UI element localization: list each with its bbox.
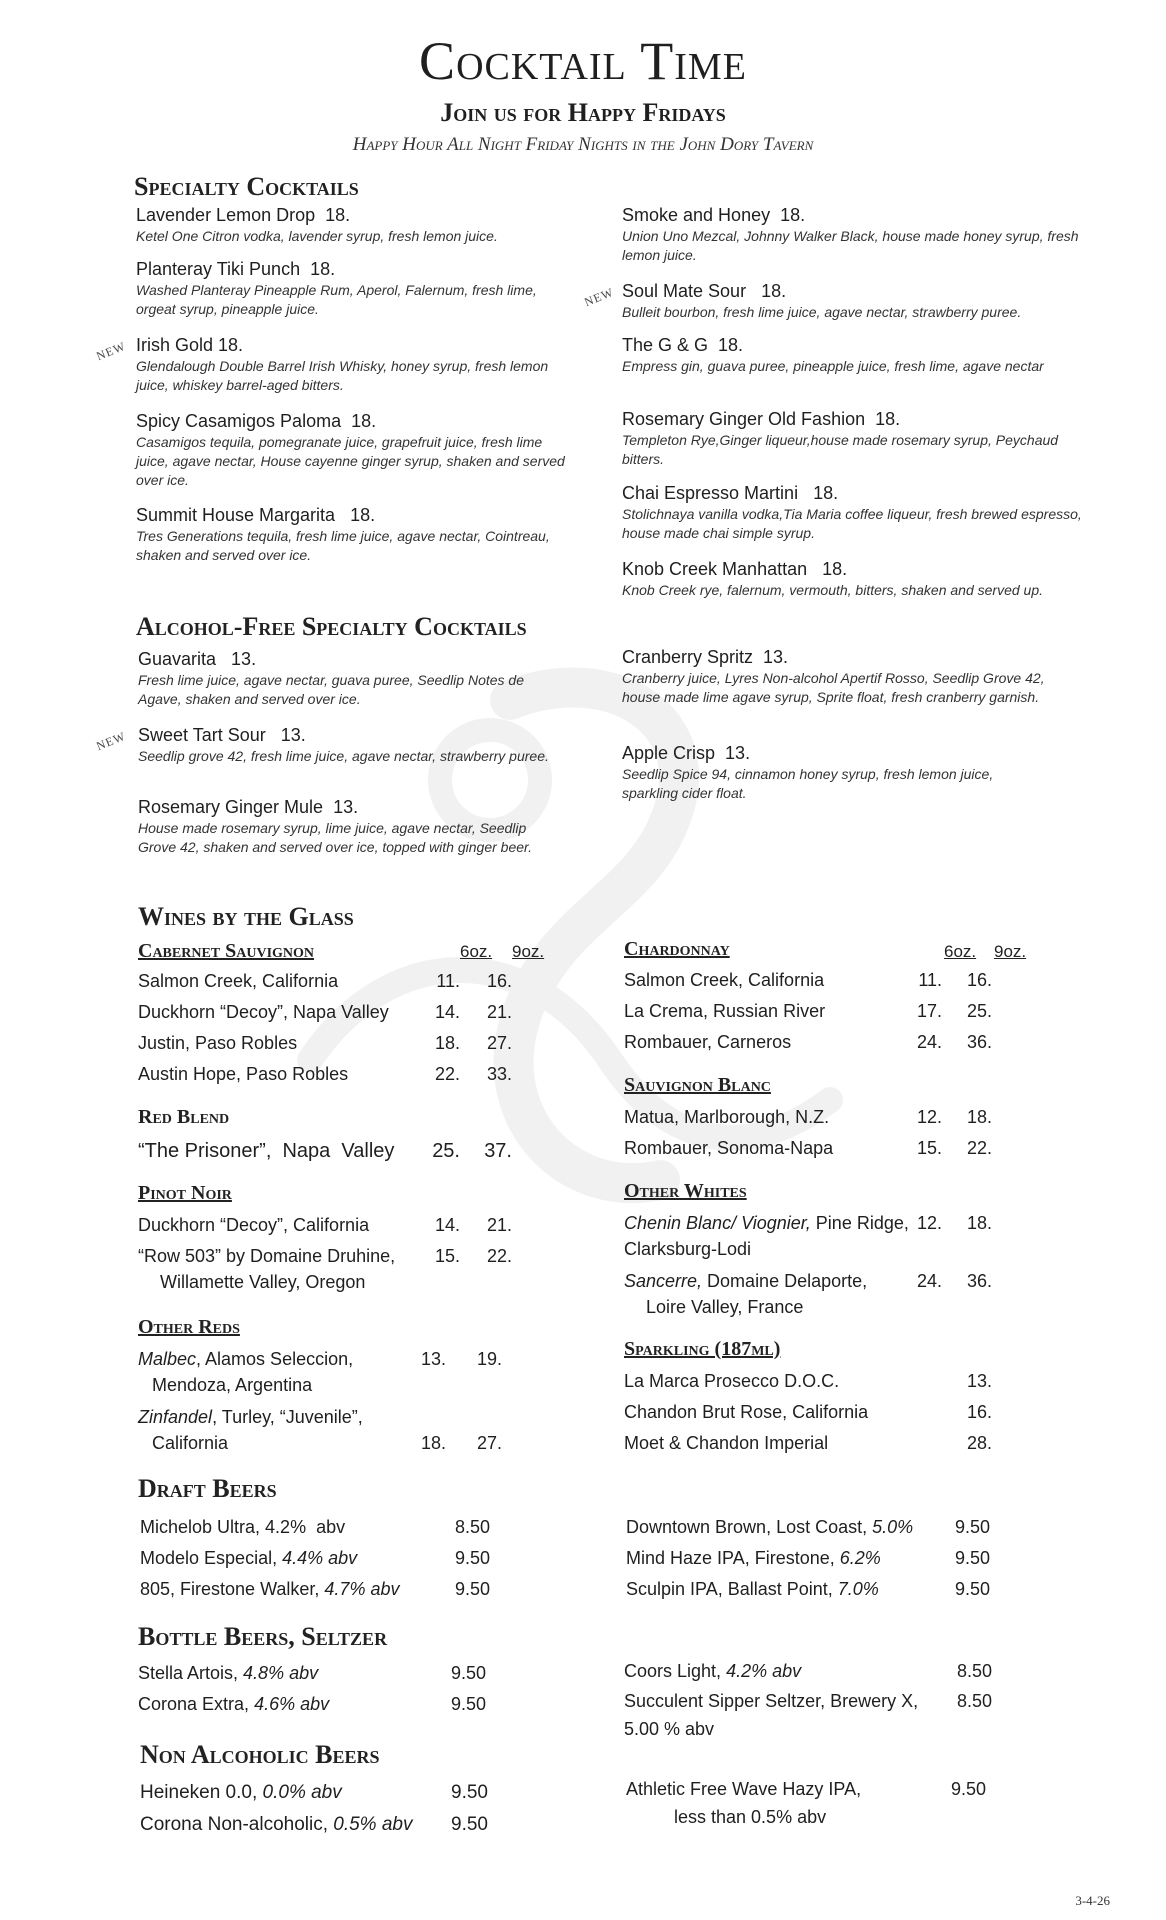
- price-6oz: 14.: [434, 1002, 460, 1022]
- non-alcoholic-heading: Non Alcoholic Beers: [140, 1740, 380, 1769]
- menu-item: [138, 648, 568, 709]
- item-desc: Washed Planteray Pineapple Rum, Aperol, Falernum, fresh lime, orgeat syrup, pineapple juice.: [136, 282, 537, 317]
- sparkling-heading: Sparkling (187ml): [624, 1338, 781, 1360]
- beer-name: Corona Non-alcoholic,: [140, 1814, 334, 1835]
- price-9oz: 37.: [484, 1140, 512, 1162]
- price-9oz: 21.: [486, 1002, 512, 1022]
- item-desc: Cranberry juice, Lyres Non-alcohol Apertif Rosso, Seedlip Grove 42, house made lime agave syrup, Sprite float, fresh cranberry garnish.: [622, 670, 1045, 705]
- item-name: Planteray Tiki Punch 18.: [136, 259, 336, 279]
- item-name: Chai Espresso Martini 18.: [622, 483, 839, 503]
- menu-item: [136, 410, 566, 490]
- beer-abv: 0.5% abv: [333, 1814, 413, 1835]
- wine-name-line2: California: [152, 1433, 229, 1453]
- wine-name: Salmon Creek, California: [624, 970, 825, 990]
- price-9oz: 27.: [486, 1033, 512, 1053]
- wine-row: [624, 1210, 1044, 1262]
- beer-abv: 7.0%: [837, 1579, 879, 1599]
- price-6oz: 22.: [434, 1064, 460, 1084]
- beer-abv: 4.7% abv: [324, 1579, 400, 1599]
- price-6oz: 24.: [916, 1271, 942, 1291]
- item-name: Sweet Tart Sour 13.: [138, 725, 306, 745]
- menu-item: [622, 334, 1052, 376]
- price-9oz: 18.: [966, 1107, 992, 1127]
- item-name: Apple Crisp 13.: [622, 743, 751, 763]
- size-9oz-header: 9oz.: [994, 942, 1027, 961]
- cabernet-heading: Cabernet Sauvignon: [138, 940, 315, 962]
- price-6oz: 18.: [420, 1433, 446, 1453]
- beer-price: 9.50: [954, 1579, 990, 1599]
- item-name: Cranberry Spritz 13.: [622, 647, 789, 667]
- item-desc: Seedlip Spice 94, cinnamon honey syrup, fresh lemon juice, sparkling cider float.: [622, 766, 994, 801]
- price-6oz: 12.: [916, 1107, 942, 1127]
- price-6oz: 15.: [916, 1138, 942, 1158]
- beer-abv: 4.8% abv: [243, 1663, 319, 1683]
- item-name: Summit House Margarita 18.: [136, 505, 376, 525]
- item-name: Lavender Lemon Drop 18.: [136, 205, 351, 225]
- item-name: The G & G 18.: [622, 335, 744, 355]
- wine-row: [138, 1346, 558, 1398]
- beer-abv: 4.6% abv: [254, 1694, 330, 1714]
- beer-abv: 0.0% abv: [262, 1782, 342, 1803]
- wine-name: “The Prisoner”, Napa Valley: [138, 1140, 395, 1162]
- price-6oz: 15.: [434, 1246, 460, 1266]
- wine-varietal: Chenin Blanc/ Viognier,: [624, 1213, 811, 1233]
- beer-name: Michelob Ultra, 4.2% abv: [140, 1517, 346, 1537]
- item-desc: Knob Creek rye, falernum, vermouth, bitters, shaken and served up.: [622, 582, 1043, 598]
- wine-name: Pine Ridge,: [810, 1213, 909, 1233]
- new-badge: NEW: [94, 338, 128, 364]
- size-6oz-header: 6oz.: [460, 942, 493, 961]
- price-glass: 28.: [966, 1433, 992, 1453]
- item-name: Irish Gold 18.: [136, 335, 244, 355]
- other-reds-heading: Other Reds: [138, 1316, 240, 1338]
- wine-name-line2: Willamette Valley, Oregon: [160, 1272, 366, 1292]
- wine-row: [138, 1404, 558, 1456]
- wine-name: Rombauer, Sonoma-Napa: [624, 1138, 834, 1158]
- menu-item: [622, 482, 1082, 543]
- menu-item: [136, 204, 566, 246]
- wine-name: Matua, Marlborough, N.Z.: [624, 1107, 830, 1127]
- wines-heading: Wines by the Glass: [138, 902, 354, 931]
- red-blend-heading: Red Blend: [138, 1106, 230, 1128]
- price-9oz: 19.: [476, 1349, 502, 1369]
- item-desc: House made rosemary syrup, lime juice, agave nectar, Seedlip Grove 42, shaken and served over ice, topped with ginger beer.: [138, 820, 533, 855]
- menu-item: [138, 796, 568, 857]
- beer-price: 9.50: [954, 1517, 990, 1537]
- menu-item: [622, 646, 1052, 707]
- wine-name: , Alamos Seleccion,: [196, 1349, 354, 1369]
- price-9oz: 27.: [476, 1433, 502, 1453]
- wine-name-line2: Loire Valley, France: [646, 1297, 804, 1317]
- price-9oz: 36.: [966, 1032, 992, 1052]
- wine-name: Moet & Chandon Imperial: [624, 1433, 829, 1453]
- beer-abv: 6.2%: [839, 1548, 881, 1568]
- price-9oz: 25.: [966, 1001, 992, 1021]
- wine-name: La Marca Prosecco D.O.C.: [624, 1371, 840, 1391]
- price-9oz: 22.: [966, 1138, 992, 1158]
- wine-name: , Turley, “Juvenile”,: [212, 1407, 363, 1427]
- price-9oz: 36.: [966, 1271, 992, 1291]
- item-desc: Fresh lime juice, agave nectar, guava puree, Seedlip Notes de Agave, shaken and served over ice.: [138, 672, 525, 707]
- wine-name: Duckhorn “Decoy”, Napa Valley: [138, 1002, 389, 1022]
- menu-item: [136, 258, 566, 319]
- wine-name: La Crema, Russian River: [624, 1001, 826, 1021]
- item-desc: Casamigos tequila, pomegranate juice, grapefruit juice, fresh lime juice, agave nectar, House cayenne ginger syrup, shaken and served over ice.: [136, 434, 565, 488]
- wine-name: Domaine Delaporte,: [702, 1271, 868, 1291]
- beer-price: 8.50: [454, 1517, 490, 1537]
- beer-price: 9.50: [450, 1663, 486, 1683]
- wine-name: Justin, Paso Robles: [138, 1033, 298, 1053]
- chardonnay-heading: Chardonnay: [624, 938, 730, 960]
- beer-name-line2: less than 0.5% abv: [674, 1807, 827, 1827]
- beer-price: 9.50: [451, 1814, 488, 1835]
- wine-name: Salmon Creek, California: [138, 971, 339, 991]
- beer-name-line2: 5.00 % abv: [624, 1719, 715, 1739]
- menu-item: [622, 742, 1052, 803]
- item-name: Rosemary Ginger Mule 13.: [138, 797, 359, 817]
- price-6oz: 14.: [434, 1215, 460, 1235]
- price-6oz: 18.: [434, 1033, 460, 1053]
- price-9oz: 16.: [966, 970, 992, 990]
- beer-abv: 4.2% abv: [726, 1661, 802, 1681]
- wine-name: Chandon Brut Rose, California: [624, 1402, 869, 1422]
- price-glass: 16.: [966, 1402, 992, 1422]
- beer-name: 805, Firestone Walker,: [140, 1579, 325, 1599]
- price-9oz: 18.: [966, 1213, 992, 1233]
- beer-name: Athletic Free Wave Hazy IPA,: [626, 1779, 862, 1799]
- beer-name: Stella Artois,: [138, 1663, 244, 1683]
- pinot-noir-heading: Pinot Noir: [138, 1182, 232, 1204]
- price-6oz: 25.: [432, 1140, 460, 1162]
- beer-price: 9.50: [950, 1779, 986, 1799]
- wine-name-line2: Clarksburg-Lodi: [624, 1239, 752, 1259]
- draft-beers-heading: Draft Beers: [138, 1474, 277, 1503]
- wine-row: [138, 1243, 558, 1295]
- price-9oz: 16.: [486, 971, 512, 991]
- price-6oz: 12.: [916, 1213, 942, 1233]
- page-title: Cocktail Time: [419, 31, 747, 91]
- beer-abv: 5.0%: [872, 1517, 914, 1537]
- beer-price: 9.50: [454, 1579, 490, 1599]
- alcohol-free-heading: Alcohol-Free Specialty Cocktails: [136, 612, 527, 641]
- beer-name: Mind Haze IPA, Firestone,: [626, 1548, 840, 1568]
- bottle-beers-heading: Bottle Beers, Seltzer: [138, 1622, 388, 1651]
- wine-name: Austin Hope, Paso Robles: [138, 1064, 349, 1084]
- wine-varietal: Zinfandel: [138, 1407, 213, 1427]
- beer-name: Corona Extra,: [138, 1694, 255, 1714]
- item-desc: Glendalough Double Barrel Irish Whisky, honey syrup, fresh lemon juice, whiskey barrel-aged bitters.: [136, 358, 549, 393]
- item-name: Guavarita 13.: [138, 649, 257, 669]
- beer-row: [624, 1688, 1044, 1744]
- beer-price: 9.50: [954, 1548, 990, 1568]
- price-glass: 13.: [966, 1371, 992, 1391]
- item-desc: Union Uno Mezcal, Johnny Walker Black, house made honey syrup, fresh lemon juice.: [622, 228, 1079, 263]
- size-6oz-header: 6oz.: [944, 942, 977, 961]
- wine-name: Duckhorn “Decoy”, California: [138, 1215, 370, 1235]
- specialty-heading: Specialty Cocktails: [134, 172, 359, 201]
- beer-price: 8.50: [956, 1691, 992, 1711]
- item-desc: Stolichnaya vanilla vodka,Tia Maria coffee liqueur, fresh brewed espresso, house made chai simple syrup.: [622, 506, 1082, 541]
- wine-varietal: Sancerre,: [624, 1271, 703, 1291]
- menu-item: [622, 204, 1092, 265]
- menu-item: [136, 504, 566, 565]
- beer-abv: 4.4% abv: [282, 1548, 358, 1568]
- beer-price: 9.50: [450, 1694, 486, 1714]
- price-6oz: 11.: [436, 971, 460, 991]
- wine-name-line2: Mendoza, Argentina: [152, 1375, 313, 1395]
- new-badge: NEW: [94, 728, 128, 754]
- price-6oz: 11.: [918, 970, 942, 990]
- sauvignon-blanc-heading: Sauvignon Blanc: [624, 1074, 771, 1096]
- beer-name: Succulent Sipper Seltzer, Brewery X,: [624, 1691, 919, 1711]
- menu-date: 3-4-26: [1075, 1893, 1110, 1908]
- item-desc: Bulleit bourbon, fresh lime juice, agave nectar, strawberry puree.: [622, 304, 1022, 320]
- beer-price: 9.50: [454, 1548, 490, 1568]
- wine-varietal: Malbec: [138, 1349, 197, 1369]
- menu-item: [622, 558, 1102, 600]
- other-whites-heading: Other Whites: [624, 1180, 747, 1202]
- price-6oz: 24.: [916, 1032, 942, 1052]
- item-desc: Ketel One Citron vodka, lavender syrup, fresh lemon juice.: [136, 228, 498, 244]
- wine-name: “Row 503” by Domaine Druhine,: [138, 1246, 396, 1266]
- item-desc: Seedlip grove 42, fresh lime juice, agave nectar, strawberry puree.: [138, 748, 549, 764]
- beer-name: Sculpin IPA, Ballast Point,: [626, 1579, 838, 1599]
- price-9oz: 21.: [486, 1215, 512, 1235]
- menu-item: [622, 280, 1092, 322]
- page-tagline: Happy Hour All Night Friday Nights in the John Dory Tavern: [352, 134, 814, 155]
- item-desc: Tres Generations tequila, fresh lime juice, agave nectar, Cointreau, shaken and served over ice.: [136, 528, 550, 563]
- menu-item: [138, 724, 568, 766]
- beer-name: Coors Light,: [624, 1661, 727, 1681]
- beer-price: 8.50: [956, 1661, 992, 1681]
- item-name: Rosemary Ginger Old Fashion 18.: [622, 409, 901, 429]
- beer-price: 9.50: [451, 1782, 488, 1803]
- item-name: Spicy Casamigos Paloma 18.: [136, 411, 377, 431]
- item-name: Smoke and Honey 18.: [622, 205, 806, 225]
- size-9oz-header: 9oz.: [512, 942, 545, 961]
- beer-name: Heineken 0.0,: [140, 1782, 263, 1803]
- price-6oz: 17.: [916, 1001, 942, 1021]
- beer-name: Downtown Brown, Lost Coast,: [626, 1517, 873, 1537]
- menu-item: [136, 334, 566, 395]
- item-name: Knob Creek Manhattan 18.: [622, 559, 848, 579]
- page-subtitle: Join us for Happy Fridays: [440, 98, 726, 127]
- beer-name: Modelo Especial,: [140, 1548, 283, 1568]
- price-6oz: 13.: [420, 1349, 446, 1369]
- item-desc: Templeton Rye,Ginger liqueur,house made rosemary syrup, Peychaud bitters.: [622, 432, 1059, 467]
- beer-row: [626, 1776, 1046, 1832]
- item-name: Soul Mate Sour 18.: [622, 281, 787, 301]
- item-desc: Empress gin, guava puree, pineapple juice, fresh lime, agave nectar: [622, 358, 1044, 374]
- wine-row: [624, 1268, 1044, 1320]
- new-badge: NEW: [582, 284, 616, 310]
- price-9oz: 33.: [486, 1064, 512, 1084]
- wine-name: Rombauer, Carneros: [624, 1032, 792, 1052]
- menu-item: [622, 408, 1082, 469]
- price-9oz: 22.: [486, 1246, 512, 1266]
